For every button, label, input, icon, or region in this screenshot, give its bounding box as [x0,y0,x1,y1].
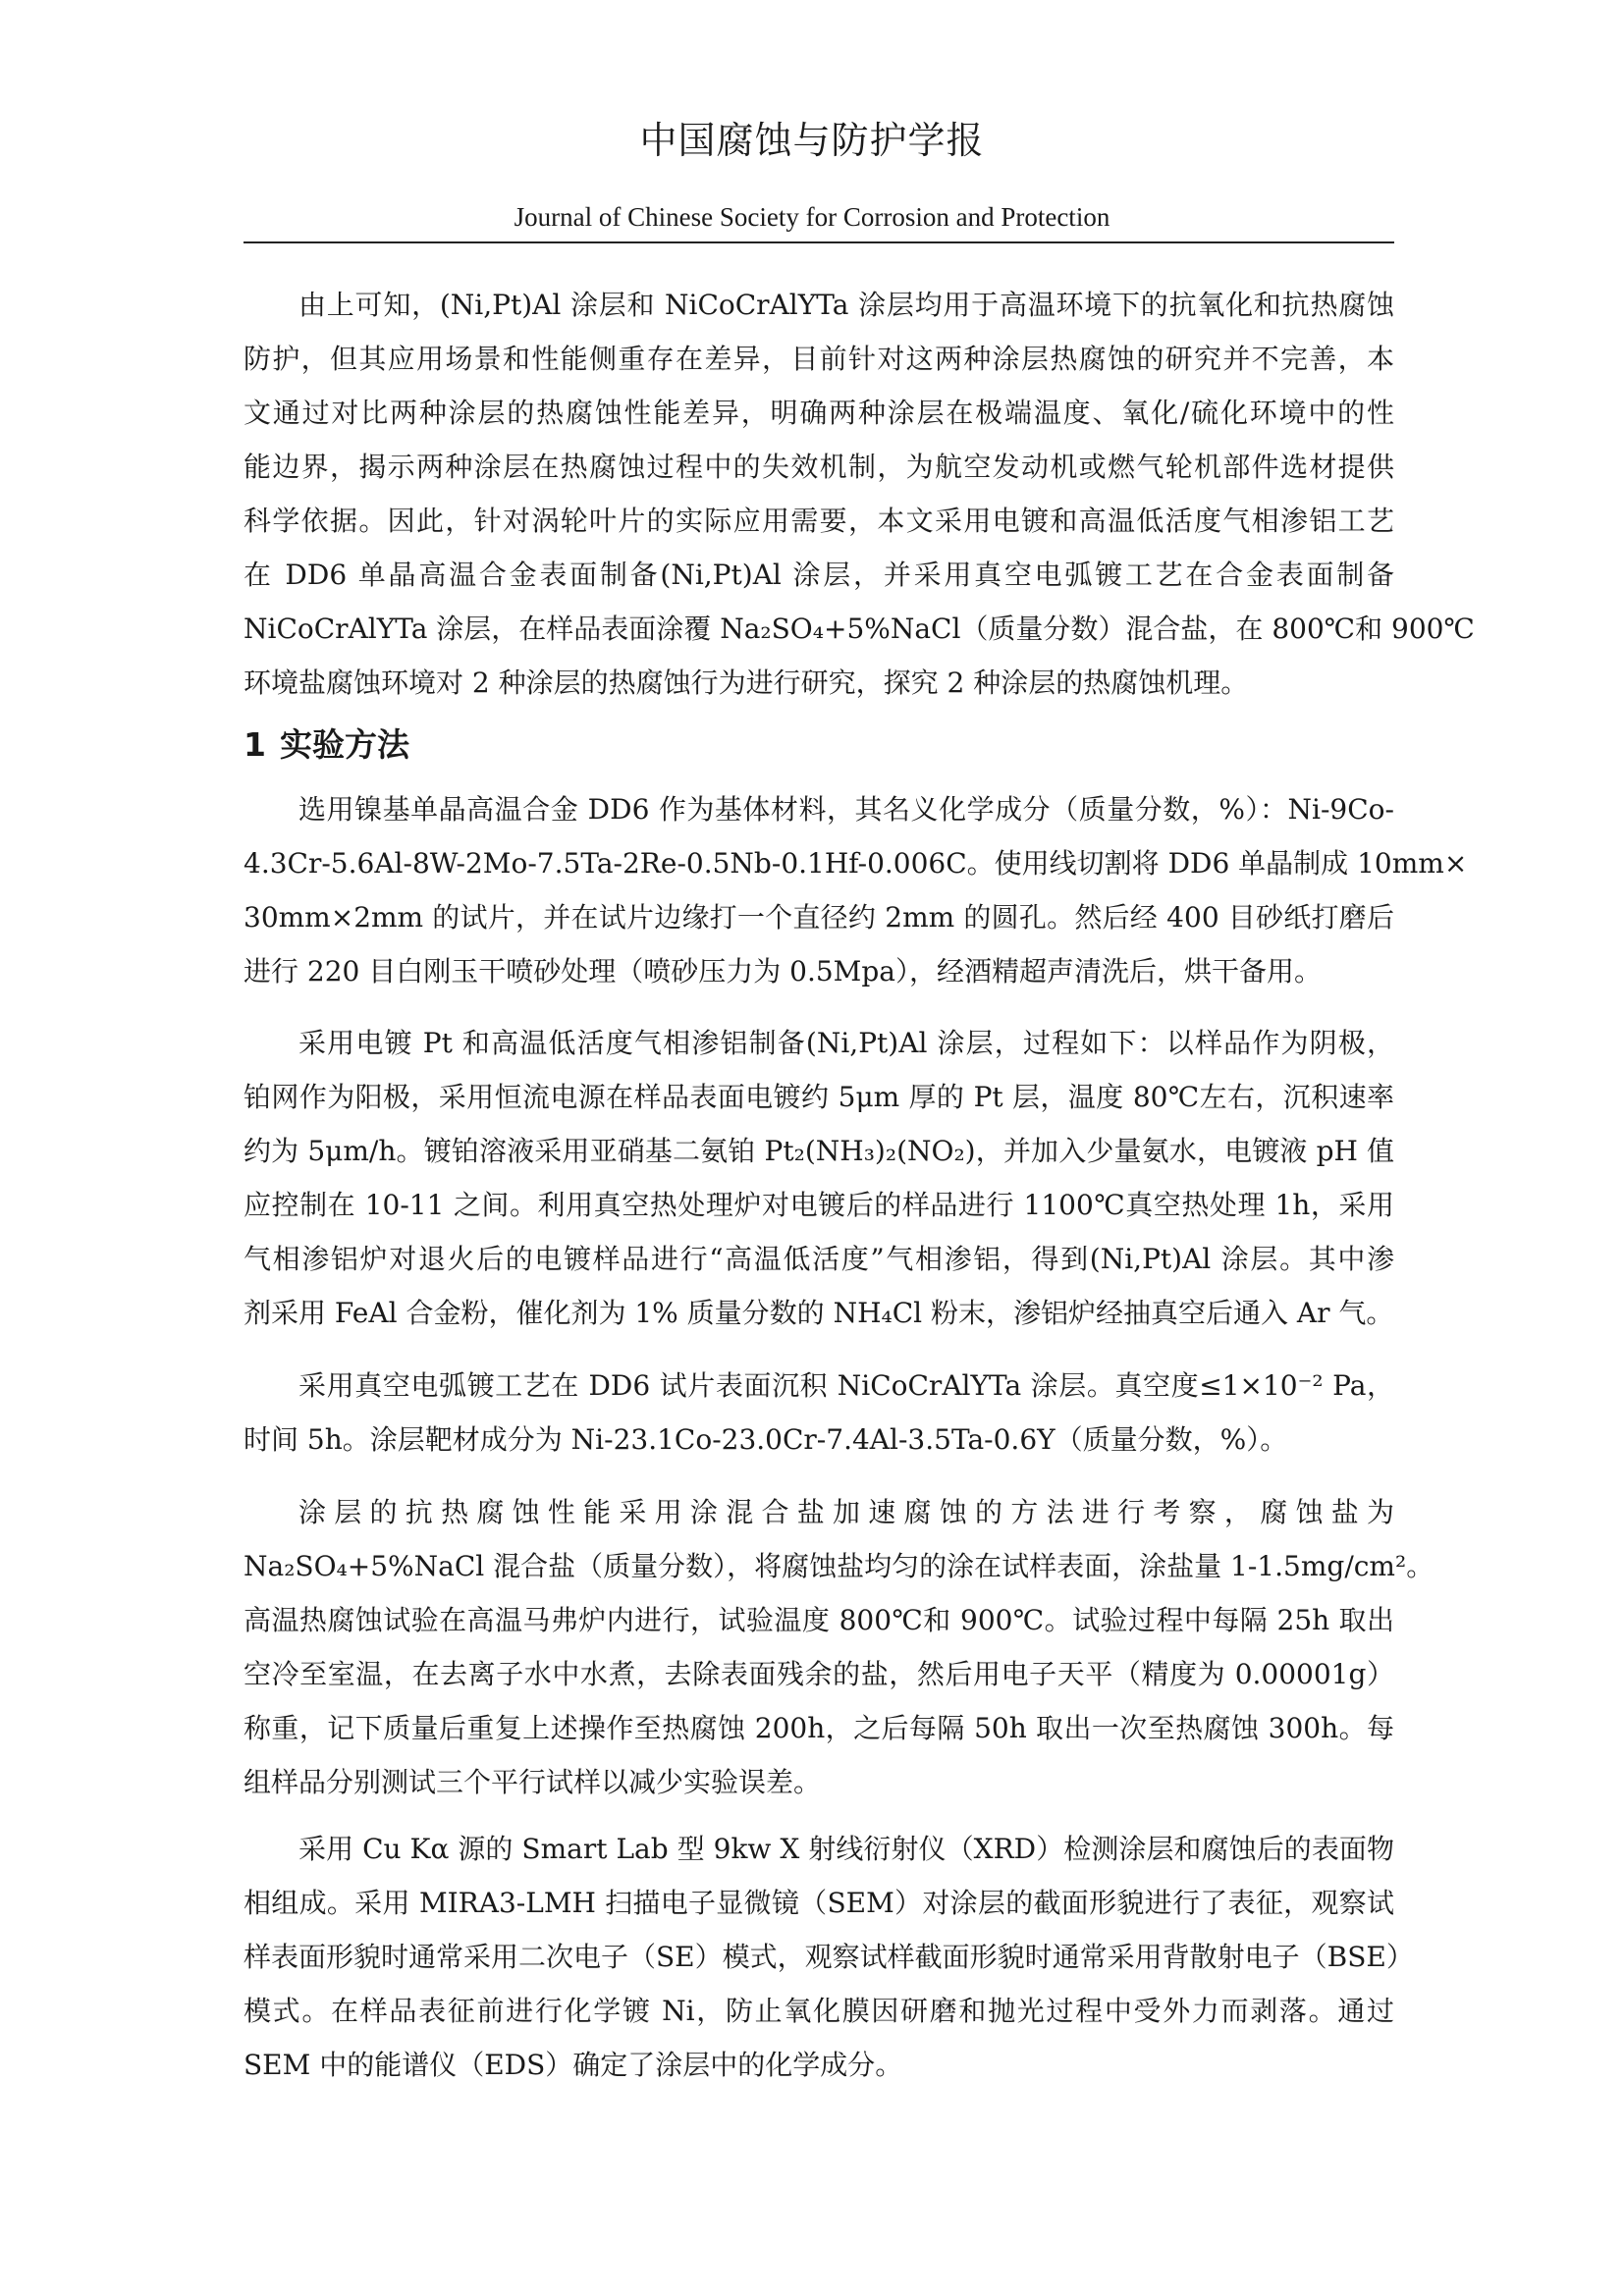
paragraph-line: 防护，但其应用场景和性能侧重存在差异，目前针对这两种涂层热腐蚀的研究并不完善，本 [244,343,1394,375]
paragraph-line: 4.3Cr-5.6Al-8W-2Mo-7.5Ta-2Re-0.5Nb-0.1Hf-0.006C。使用线切割将 DD6 单晶制成 10mm× [244,847,1468,880]
paragraph-line: 能边界，揭示两种涂层在热腐蚀过程中的失效机制，为航空发动机或燃气轮机部件选材提供 [244,451,1394,483]
header-divider [244,241,1394,243]
characterization-paragraph [244,1822,1414,2092]
paragraph-line: 由上可知，(Ni,Pt)Al 涂层和 NiCoCrAlYTa 涂层均用于高温环境下的抗氧化和抗热腐蚀 [298,289,1394,321]
paragraph-line: 30mm×2mm 的试片，并在试片边缘打一个直径约 2mm 的圆孔。然后经 400 目砂纸打磨后 [244,901,1394,934]
paragraph-line: 在 DD6 单晶高温合金表面制备(Ni,Pt)Al 涂层，并采用真空电弧镀工艺在合金表面制备 [244,559,1394,591]
paragraph-line: 时间 5h。涂层靶材成分为 Ni-23.1Co-23.0Cr-7.4Al-3.5Ta-0.6Y（质量分数，%）。 [244,1423,1288,1456]
journal-title: 中国腐蚀与防护学报 [639,119,985,162]
paragraph-line: 环境盐腐蚀环境对 2 种涂层的热腐蚀行为进行研究，探究 2 种涂层的热腐蚀机理。 [244,667,1249,699]
paragraph-line: 文通过对比两种涂层的热腐蚀性能差异，明确两种涂层在极端温度、氧化/硫化环境中的性 [244,397,1394,429]
paragraph-line: 科学依据。因此，针对涡轮叶片的实际应用需要，本文采用电镀和高温低活度气相渗铝工艺 [244,505,1394,537]
paragraph-line: 采用电镀 Pt 和高温低活度气相渗铝制备(Ni,Pt)Al 涂层，过程如下：以样品作为阴极， [298,1027,1394,1059]
paragraph-line: 进行 220 目白刚玉干喷砂处理（喷砂压力为 0.5Mpa），经酒精超声清洗后，烘干备用。 [244,955,1322,988]
substrate-paragraph [244,782,1468,998]
paragraph-line: 应控制在 10-11 之间。利用真空热处理炉对电镀后的样品进行 1100℃真空热处理 1h，采用 [244,1189,1394,1221]
paragraph-line: 剂采用 FeAl 合金粉，催化剂为 1% 质量分数的 NH₄Cl 粉末，渗铝炉经抽真空后通入 Ar 气。 [244,1297,1394,1329]
paragraph-line: 组样品分别测试三个平行试样以减少实验误差。 [244,1766,822,1798]
paragraph-line: 约为 5μm/h。镀铂溶液采用亚硝基二氨铂 Pt₂(NH₃)₂(NO₂)，并加入少量氨水，电镀液 pH 值 [244,1135,1394,1167]
intro-paragraph [244,278,1475,710]
mcraly-coating-paragraph [244,1359,1394,1467]
paragraph-line: NiCoCrAlYTa 涂层，在样品表面涂覆 Na₂SO₄+5%NaCl（质量分数）混合盐，在 800℃和 900℃ [244,613,1475,645]
paragraph-line: 选用镍基单晶高温合金 DD6 作为基体材料，其名义化学成分（质量分数，%）：Ni-9Co- [298,793,1394,826]
paragraph-line: 涂层的抗热腐蚀性能采用涂混合盐加速腐蚀的方法进行考察，腐蚀盐为 [298,1496,1394,1528]
section-heading [244,720,1394,771]
article-body [244,278,1475,2092]
paragraph-line: Na₂SO₄+5%NaCl 混合盐（质量分数），将腐蚀盐均匀的涂在试样表面，涂盐量 1-1.5mg/cm²。 [244,1550,1435,1582]
paragraph-line: 空冷至室温，在去离子水中水煮，去除表面残余的盐，然后用电子天平（精度为 0.00001g） [244,1658,1394,1690]
paragraph-line: 样表面形貌时通常采用二次电子（SE）模式，观察试样截面形貌时通常采用背散射电子（BSE） [244,1941,1414,1973]
ptal-coating-paragraph [244,1016,1394,1340]
paragraph-line: 高温热腐蚀试验在高温马弗炉内进行，试验温度 800℃和 900℃。试验过程中每隔 25h 取出 [244,1604,1394,1636]
paragraph-line: SEM 中的能谱仪（EDS）确定了涂层中的化学成分。 [244,2049,903,2081]
paragraph-line: 铂网作为阳极，采用恒流电源在样品表面电镀约 5μm 厚的 Pt 层，温度 80℃左右，沉积速率 [244,1081,1394,1113]
paragraph-line: 模式。在样品表征前进行化学镀 Ni，防止氧化膜因研磨和抛光过程中受外力而剥落。通过 [244,1995,1394,2027]
paragraph-line: 采用 Cu Kα 源的 Smart Lab 型 9kw X 射线衍射仪（XRD）检测涂层和腐蚀后的表面物 [298,1833,1394,1865]
paragraph-line: 气相渗铝炉对退火后的电镀样品进行“高温低活度”气相渗铝，得到(Ni,Pt)Al 涂层。其中渗 [244,1243,1394,1275]
section-title: 实验方法 [279,725,409,764]
journal-subtitle: Journal of Chinese Society for Corrosion and Protection [514,202,1110,232]
hot-corrosion-test-paragraph [244,1485,1435,1809]
paragraph-line: 相组成。采用 MIRA3-LMH 扫描电子显微镜（SEM）对涂层的截面形貌进行了表征，观察试 [244,1887,1394,1919]
paragraph-line: 采用真空电弧镀工艺在 DD6 试片表面沉积 NiCoCrAlYTa 涂层。真空度≤1×10⁻² Pa， [298,1369,1394,1402]
section-number: 1 [244,725,266,764]
paragraph-line: 称重，记下质量后重复上述操作至热腐蚀 200h，之后每隔 50h 取出一次至热腐蚀 300h。每 [244,1712,1394,1744]
